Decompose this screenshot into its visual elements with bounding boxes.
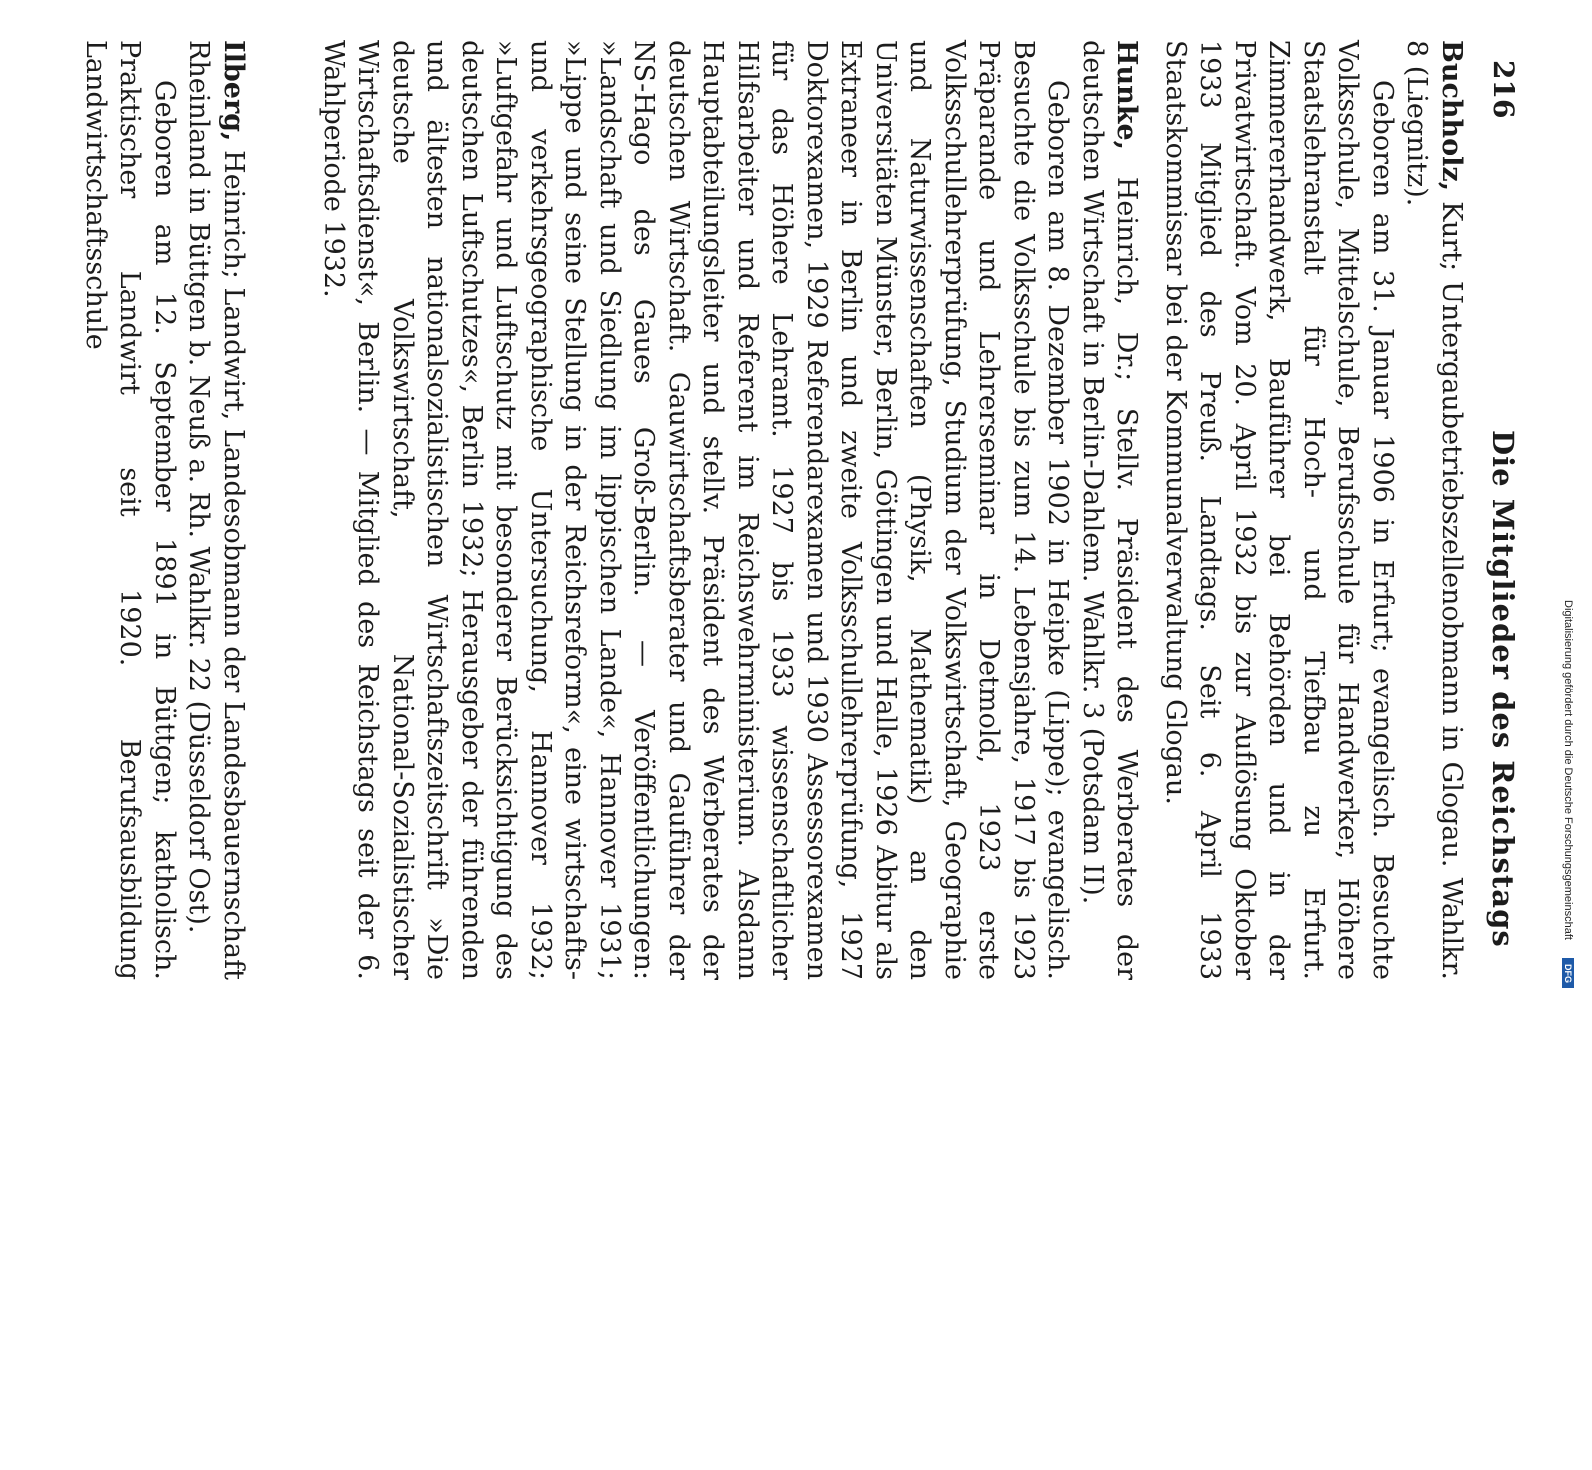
biography-entries (302, 40, 1469, 1470)
credit-text: Digitalisierung gefördert durch die Deutsche Forschungsgemeinschaft (1562, 600, 1574, 940)
scanned-page (80, 40, 1520, 980)
page-number: 216 (1487, 60, 1520, 119)
digitization-credit (1560, 600, 1574, 992)
entry-name: Hunke, (1111, 40, 1143, 151)
running-head: Die Mitglieder des Reichstags (1486, 430, 1520, 948)
scanned-page-continued (0, 40, 250, 980)
entry-body: Geboren am 12. September 1891 in Büttgen; katholisch. Praktischer Landwirt seit 1920. Berufsausbildung Landwirtschaftsschule (80, 40, 180, 980)
dfg-logo-icon: DFG (1562, 958, 1574, 988)
entry-heading: Heinrich, Dr.; Stellv. Präsident des Werberates der deutschen Wirtschaft in Berlin-Dahlem. Wahlkr. 3 (Potsdam II). (1077, 40, 1143, 980)
entry-body: Geboren am 31. Januar 1906 in Erfurt; evangelisch. Besuchte Volksschule, Mittelschule, Berufsschule für Handwerker, Höhere Staatslehranstalt für Hoch- und Tiefbau zu Erfurt. Zimmererhandwerk, Bauführer bei Behörden und in der Privatwirtschaft. Vom 20. April 1932 bis zur Auflösung Oktober 1933 Mitglied des Preuß. Landtags. Seit 6. April 1933 Staatskommissar bei der Kommunalverwaltung Glogau. (1160, 40, 1398, 980)
entry-buchholz (1158, 40, 1469, 980)
entry-heading: Heinrich; Landwirt, Landesobmann der Landesbauernschaft Rheinland in Büttgen b. Neuß a. Rh. Wahlkr. 22 (Düsseldorf Ost). (183, 40, 249, 980)
entry-name: Buchholz, (1436, 40, 1467, 192)
entry-name: Ilberg, (218, 40, 249, 142)
entry-ilberg (78, 40, 251, 980)
entry-heading: Kurt; Untergaubetriebszellenobmann in Glogau. Wahlkr. 8 (Liegnitz). (1401, 40, 1467, 980)
entry-body: Geboren am 8. Dezember 1902 in Heipke (Lippe); evangelisch. Besuchte die Volksschule bis zum 14. Lebensjahre, 1917 bis 1923 Präparande und Lehrerseminar in Detmold, 1923 erste Volksschullehrerprüfung, Studium der Volkswirtschaft, Geographie und Naturwissenschaften (Physik, Mathematik) an den Universitäten Münster, Berlin, Göttingen und Halle, 1926 Abitur als Extraneer in Berlin und zweite Volksschullehrerprüfung, 1927 Doktorexamen, 1929 Referendarexamen und 1930 Assessorexamen für das Höhere Lehramt. 1927 bis 1933 wissenschaftlicher Hilfsarbeiter und Referent im Reichswehrministerium. Alsdann Hauptabteilungsleiter und stellv. Präsident des Werberates der deutschen Wirtschaft. Gauwirtschaftsberater und Gauführer der NS-Hago des Gaues Groß-Berlin. — Veröffentlichungen: »Landschaft und Siedlung im lippischen Lande«, Hannover 1931; »Lippe und seine Stellung in der Reichsreform«, eine wirtschafts- und verkehrsgeographische Untersuchung, Hannover 1932; »Luftgefahr und Luftschutz mit besonderer Berücksichtigung des deutschen Luftschutzes«, Berlin 1932; Herausgeber der führenden und ältesten nationalsozialistischen Wirtschaftszeitschrift »Die deutsche Volkswirtschaft, National-Sozialistischer Wirtschaftsdienst«, Berlin. — Mitglied des Reichstags seit der 6. Wahlperiode 1932. (318, 40, 1074, 980)
entry-hunke (316, 40, 1144, 980)
